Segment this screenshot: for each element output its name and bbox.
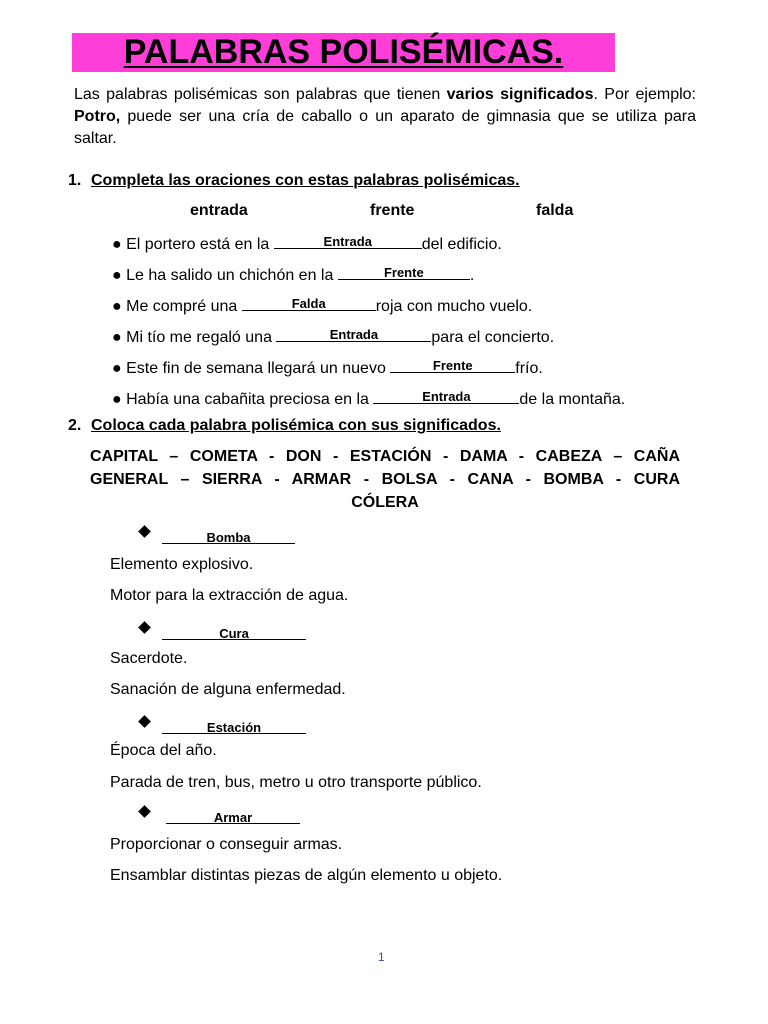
- intro-paragraph: [74, 84, 696, 150]
- sentence-item: [112, 292, 532, 314]
- answer-text: Entrada: [422, 389, 471, 404]
- definition-text: Sanación de alguna enfermedad.: [110, 681, 346, 698]
- sentence-text: ● Me compré una: [112, 298, 242, 315]
- answer-text: Frente: [432, 358, 473, 373]
- sentence-item: [112, 230, 502, 252]
- sentence-item: [112, 323, 554, 345]
- diamond-bullet-icon: [138, 715, 151, 728]
- sentence-text: ● Le ha salido un chichón en la: [112, 267, 338, 284]
- definition-text: Ensamblar distintas piezas de algún elemento u objeto.: [110, 867, 503, 884]
- sentence-text: ● Mi tío me regaló una: [112, 329, 277, 346]
- page-title: PALABRAS POLISÉMICAS.: [123, 33, 564, 71]
- word-option: frente: [370, 202, 415, 219]
- sentence-item: [112, 385, 625, 407]
- intro-text: . Por ejemplo:: [593, 86, 696, 103]
- section2-heading: [68, 417, 501, 435]
- answer-text: Frente: [383, 265, 424, 280]
- answer-blank[interactable]: [274, 230, 422, 249]
- answer-blank[interactable]: [276, 323, 431, 342]
- sentence-text: del edificio.: [421, 236, 502, 253]
- sentence-item: [112, 261, 474, 283]
- answer-text: Armar: [213, 810, 253, 825]
- answer-text: Estación: [206, 720, 262, 735]
- word-option: entrada: [190, 202, 248, 219]
- intro-text: puede ser una cría de caballo o un aparato de gimnasia que se utiliza para saltar.: [74, 108, 696, 147]
- answer-blank[interactable]: [162, 713, 306, 734]
- word-bank-line: CAPITAL – COMETA - DON - ESTACIÓN - DAMA - CABEZA – CAÑA: [90, 448, 680, 465]
- section2-heading-text: Coloca cada palabra polisémica con sus significados.: [91, 417, 501, 434]
- word-option: falda: [536, 202, 574, 219]
- answer-blank[interactable]: [338, 261, 470, 280]
- definition-text: Proporcionar o conseguir armas.: [110, 836, 343, 853]
- page-number: 1: [378, 950, 385, 964]
- answer-blank[interactable]: [162, 523, 295, 544]
- answer-text: Falda: [291, 296, 326, 311]
- section1-heading-text: Completa las oraciones con estas palabras polisémicas.: [91, 172, 520, 189]
- answer-blank[interactable]: [390, 354, 515, 373]
- word-bank-line: GENERAL – SIERRA - ARMAR - BOLSA - CANA - BOMBA - CURA: [90, 471, 680, 488]
- intro-bold: varios significados: [446, 86, 594, 103]
- word-bank: [90, 445, 680, 514]
- diamond-bullet-icon: [138, 525, 151, 538]
- definition-text: Motor para la extracción de agua.: [110, 587, 349, 604]
- answer-blank[interactable]: [373, 385, 519, 404]
- sentence-text: frío.: [515, 360, 543, 377]
- answer-text: Bomba: [206, 530, 251, 545]
- sentence-text: de la montaña.: [519, 391, 626, 408]
- word-bank-line: CÓLERA: [351, 494, 419, 511]
- intro-text: Las palabras polisémicas son palabras que tienen: [74, 86, 447, 103]
- sentence-text: ● Había una cabañita preciosa en la: [112, 391, 374, 408]
- definition-text: Sacerdote.: [110, 650, 188, 667]
- sentence-text: para el concierto.: [431, 329, 555, 346]
- diamond-bullet-icon: [138, 805, 151, 818]
- sentence-item: [112, 354, 543, 376]
- section2-number: 2.: [68, 417, 82, 434]
- section1-heading: [68, 172, 520, 190]
- sentence-text: roja con mucho vuelo.: [375, 298, 533, 315]
- intro-bold: Potro,: [74, 108, 121, 125]
- answer-blank[interactable]: [166, 803, 300, 824]
- answer-text: Entrada: [323, 234, 372, 249]
- answer-blank[interactable]: [242, 292, 376, 311]
- diamond-bullet-icon: [138, 621, 151, 634]
- sentence-text: ● El portero está en la: [112, 236, 274, 253]
- definition-text: Elemento explosivo.: [110, 556, 254, 573]
- definition-text: Época del año.: [110, 742, 217, 759]
- sentence-text: ● Este fin de semana llegará un nuevo: [112, 360, 391, 377]
- sentence-text: .: [469, 267, 475, 284]
- section1-number: 1.: [68, 172, 82, 189]
- answer-text: Entrada: [329, 327, 379, 342]
- answer-text: Cura: [219, 626, 249, 641]
- definition-text: Parada de tren, bus, metro u otro transporte público.: [110, 774, 482, 791]
- answer-blank[interactable]: [162, 619, 306, 640]
